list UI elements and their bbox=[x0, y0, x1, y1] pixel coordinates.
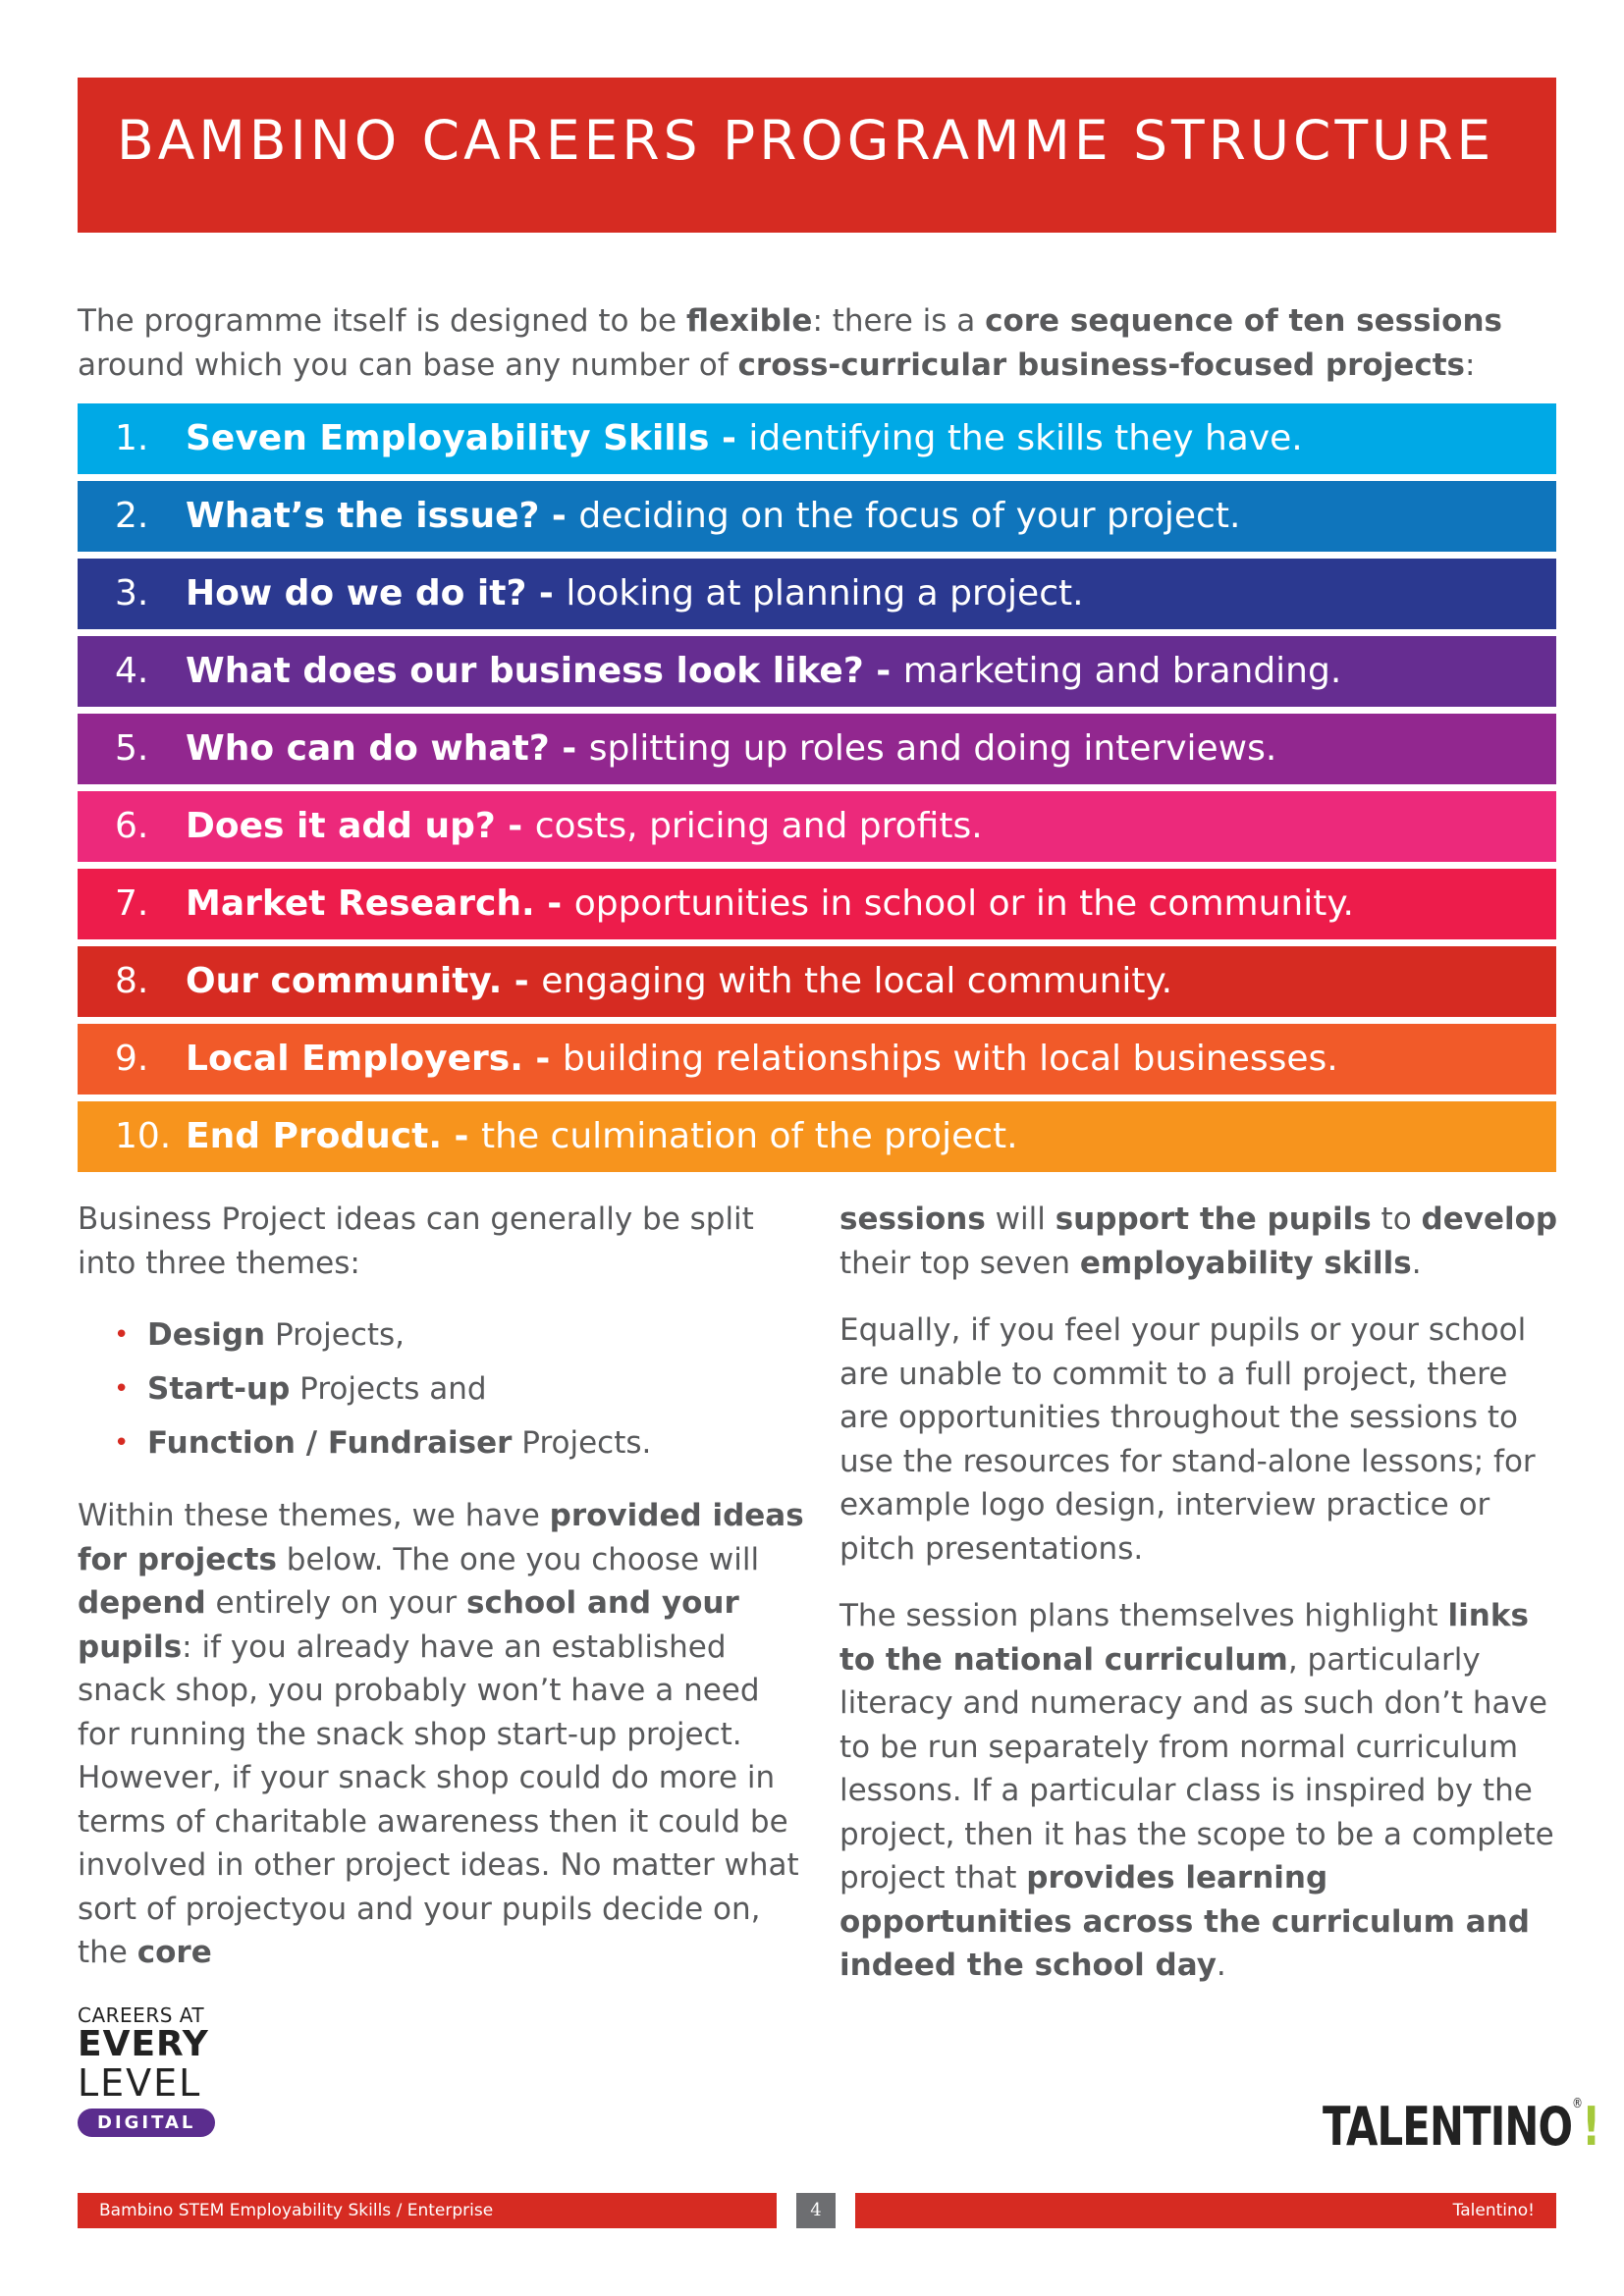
footer-document-title: Bambino STEM Employability Skills / Enterprise bbox=[99, 2201, 494, 2220]
logo-line: CAREERS AT bbox=[78, 2003, 205, 2027]
right-column bbox=[839, 1198, 1566, 2011]
ideas-paragraph bbox=[78, 1494, 804, 1975]
footer-brand: Talentino! bbox=[1452, 2201, 1535, 2220]
paragraph-bold: provides learning opportunities across the curriculum and indeed the school day bbox=[839, 1860, 1530, 1983]
session-number: 1. bbox=[115, 418, 149, 458]
session-number: 9. bbox=[115, 1039, 149, 1079]
session-title: What’s the issue? - bbox=[186, 496, 579, 536]
page-title: BAMBINO CAREERS PROGRAMME STRUCTURE bbox=[117, 109, 1495, 172]
logo-line: EVERY bbox=[78, 2024, 209, 2064]
paragraph-bold: links to the national curriculum bbox=[839, 1598, 1529, 1678]
intro-text: : there is a bbox=[812, 303, 986, 339]
theme-rest: Projects and bbox=[290, 1371, 487, 1407]
session-text bbox=[186, 1101, 1018, 1172]
session-number: 4. bbox=[115, 651, 149, 691]
session-title: End Product. - bbox=[186, 1116, 482, 1156]
session-number: 6. bbox=[115, 806, 149, 846]
session-description: opportunities in school or in the community. bbox=[573, 883, 1354, 924]
paragraph-text: entirely on your bbox=[205, 1585, 467, 1621]
session-title: Market Research. - bbox=[186, 883, 574, 924]
session-title: Our community. - bbox=[186, 961, 542, 1001]
paragraph-bold: develop bbox=[1421, 1201, 1558, 1237]
session-text bbox=[186, 946, 1172, 1017]
session-title: How do we do it? - bbox=[186, 573, 567, 614]
talentino-logo bbox=[1323, 2096, 1599, 2158]
session-description: marketing and branding. bbox=[902, 651, 1342, 691]
intro-text: : bbox=[1464, 347, 1476, 383]
theme-list bbox=[78, 1308, 804, 1470]
registered-mark: ® bbox=[1572, 2096, 1583, 2111]
session-title: Who can do what? - bbox=[186, 728, 589, 769]
intro-bold: core sequence of ten sessions bbox=[985, 303, 1503, 339]
paragraph-bold: provided ideas for projects bbox=[78, 1498, 804, 1577]
session-description: looking at planning a project. bbox=[566, 573, 1084, 614]
session-description: deciding on the focus of your project. bbox=[578, 496, 1241, 536]
bullet-icon: • bbox=[114, 1374, 130, 1404]
footer-left-band bbox=[78, 2193, 777, 2228]
session-number: 10. bbox=[115, 1116, 172, 1156]
session-number: 5. bbox=[115, 728, 149, 769]
standalone-paragraph: Equally, if you feel your pupils or your school are unable to commit to a full project, there are opportunities throughout the sessions to use the resources for stand-alone lessons; for example logo design, interview practice or pitch presentations. bbox=[839, 1312, 1536, 1567]
footer-right-band bbox=[855, 2193, 1556, 2228]
intro-bold: flexible bbox=[685, 303, 813, 339]
session-title: Seven Employability Skills - bbox=[186, 418, 749, 458]
paragraph-text: : if you already have an established snack shop, you probably won’t have a need for running the snack shop start-up project. However, if your snack shop could do more in terms of charitable awareness then it could be involved in other project ideas. No matter what sort of projectyou and your pupils decide on, the bbox=[78, 1629, 799, 1970]
session-item bbox=[78, 481, 1556, 552]
title-banner bbox=[78, 78, 1556, 233]
paragraph-bold: core bbox=[136, 1935, 212, 1970]
paragraph-text: , particularly literacy and numeracy and as such don’t have to be run separately from normal curriculum lessons. If a particular class is inspired by the project, then it has the scope to be a complete project that bbox=[839, 1641, 1554, 1896]
intro-bold: cross-curricular business-focused projects bbox=[737, 347, 1465, 383]
logo-line: LEVEL bbox=[78, 2061, 202, 2105]
session-description: identifying the skills they have. bbox=[748, 418, 1303, 458]
paragraph-text: below. The one you choose will bbox=[276, 1541, 760, 1577]
session-text bbox=[186, 559, 1084, 629]
session-item bbox=[78, 869, 1556, 939]
session-item bbox=[78, 946, 1556, 1017]
bullet-icon: • bbox=[114, 1320, 130, 1350]
session-text bbox=[186, 791, 983, 862]
session-text bbox=[186, 1024, 1338, 1095]
skills-paragraph bbox=[839, 1198, 1566, 1285]
theme-bold: Start-up bbox=[147, 1371, 291, 1407]
paragraph-bold: sessions bbox=[839, 1201, 986, 1237]
exclamation-icon: ! bbox=[1582, 2096, 1600, 2158]
paragraph-text: will bbox=[985, 1201, 1056, 1237]
paragraph-bold: school and your pupils bbox=[78, 1585, 739, 1665]
curriculum-paragraph bbox=[839, 1594, 1566, 1988]
theme-item bbox=[78, 1308, 804, 1362]
theme-item bbox=[78, 1362, 804, 1416]
bullet-icon: • bbox=[114, 1428, 130, 1458]
paragraph-bold: depend bbox=[78, 1585, 206, 1621]
session-item bbox=[78, 636, 1556, 707]
session-item bbox=[78, 559, 1556, 629]
theme-rest: Projects, bbox=[265, 1317, 406, 1353]
session-number: 3. bbox=[115, 573, 149, 614]
session-text bbox=[186, 714, 1276, 784]
session-item bbox=[78, 791, 1556, 862]
session-title: Does it add up? - bbox=[186, 806, 535, 846]
paragraph-text: Within these themes, we have bbox=[78, 1498, 550, 1533]
session-title: What does our business look like? - bbox=[186, 651, 903, 691]
session-description: splitting up roles and doing interviews. bbox=[588, 728, 1277, 769]
session-description: building relationships with local businesses. bbox=[562, 1039, 1338, 1079]
session-item bbox=[78, 1101, 1556, 1172]
talentino-wordmark: TALENTINO bbox=[1323, 2096, 1573, 2158]
session-text bbox=[186, 481, 1240, 552]
session-description: costs, pricing and profits. bbox=[534, 806, 983, 846]
session-text bbox=[186, 869, 1354, 939]
page-number: 4 bbox=[796, 2193, 836, 2228]
session-text bbox=[186, 636, 1341, 707]
session-list bbox=[78, 403, 1556, 1179]
session-item bbox=[78, 403, 1556, 474]
theme-item bbox=[78, 1416, 804, 1470]
paragraph-text: The session plans themselves highlight bbox=[839, 1598, 1448, 1633]
session-number: 8. bbox=[115, 961, 149, 1001]
digital-badge: DIGITAL bbox=[78, 2109, 215, 2137]
paragraph-bold: employability skills bbox=[1079, 1245, 1412, 1281]
intro-text: The programme itself is designed to be bbox=[78, 303, 686, 339]
paragraph-text: . bbox=[1216, 1948, 1226, 1983]
session-number: 2. bbox=[115, 496, 149, 536]
session-description: engaging with the local community. bbox=[541, 961, 1173, 1001]
intro-text: around which you can base any number of bbox=[78, 347, 738, 383]
paragraph-text: . bbox=[1411, 1245, 1422, 1281]
session-description: the culmination of the project. bbox=[481, 1116, 1018, 1156]
paragraph-text: to bbox=[1371, 1201, 1422, 1237]
session-text bbox=[186, 403, 1303, 474]
intro-paragraph bbox=[78, 299, 1556, 388]
session-number: 7. bbox=[115, 883, 149, 924]
theme-rest: Projects. bbox=[512, 1425, 652, 1461]
session-title: Local Employers. - bbox=[186, 1039, 563, 1079]
theme-bold: Function / Fundraiser bbox=[147, 1425, 513, 1461]
session-item bbox=[78, 714, 1556, 784]
theme-bold: Design bbox=[147, 1317, 266, 1353]
paragraph-text: their top seven bbox=[839, 1245, 1080, 1281]
left-column bbox=[78, 1198, 804, 1999]
paragraph-bold: support the pupils bbox=[1055, 1201, 1372, 1237]
themes-intro: Business Project ideas can generally be split into three themes: bbox=[78, 1201, 754, 1281]
session-item bbox=[78, 1024, 1556, 1095]
careers-at-every-level-logo bbox=[78, 2003, 209, 2137]
